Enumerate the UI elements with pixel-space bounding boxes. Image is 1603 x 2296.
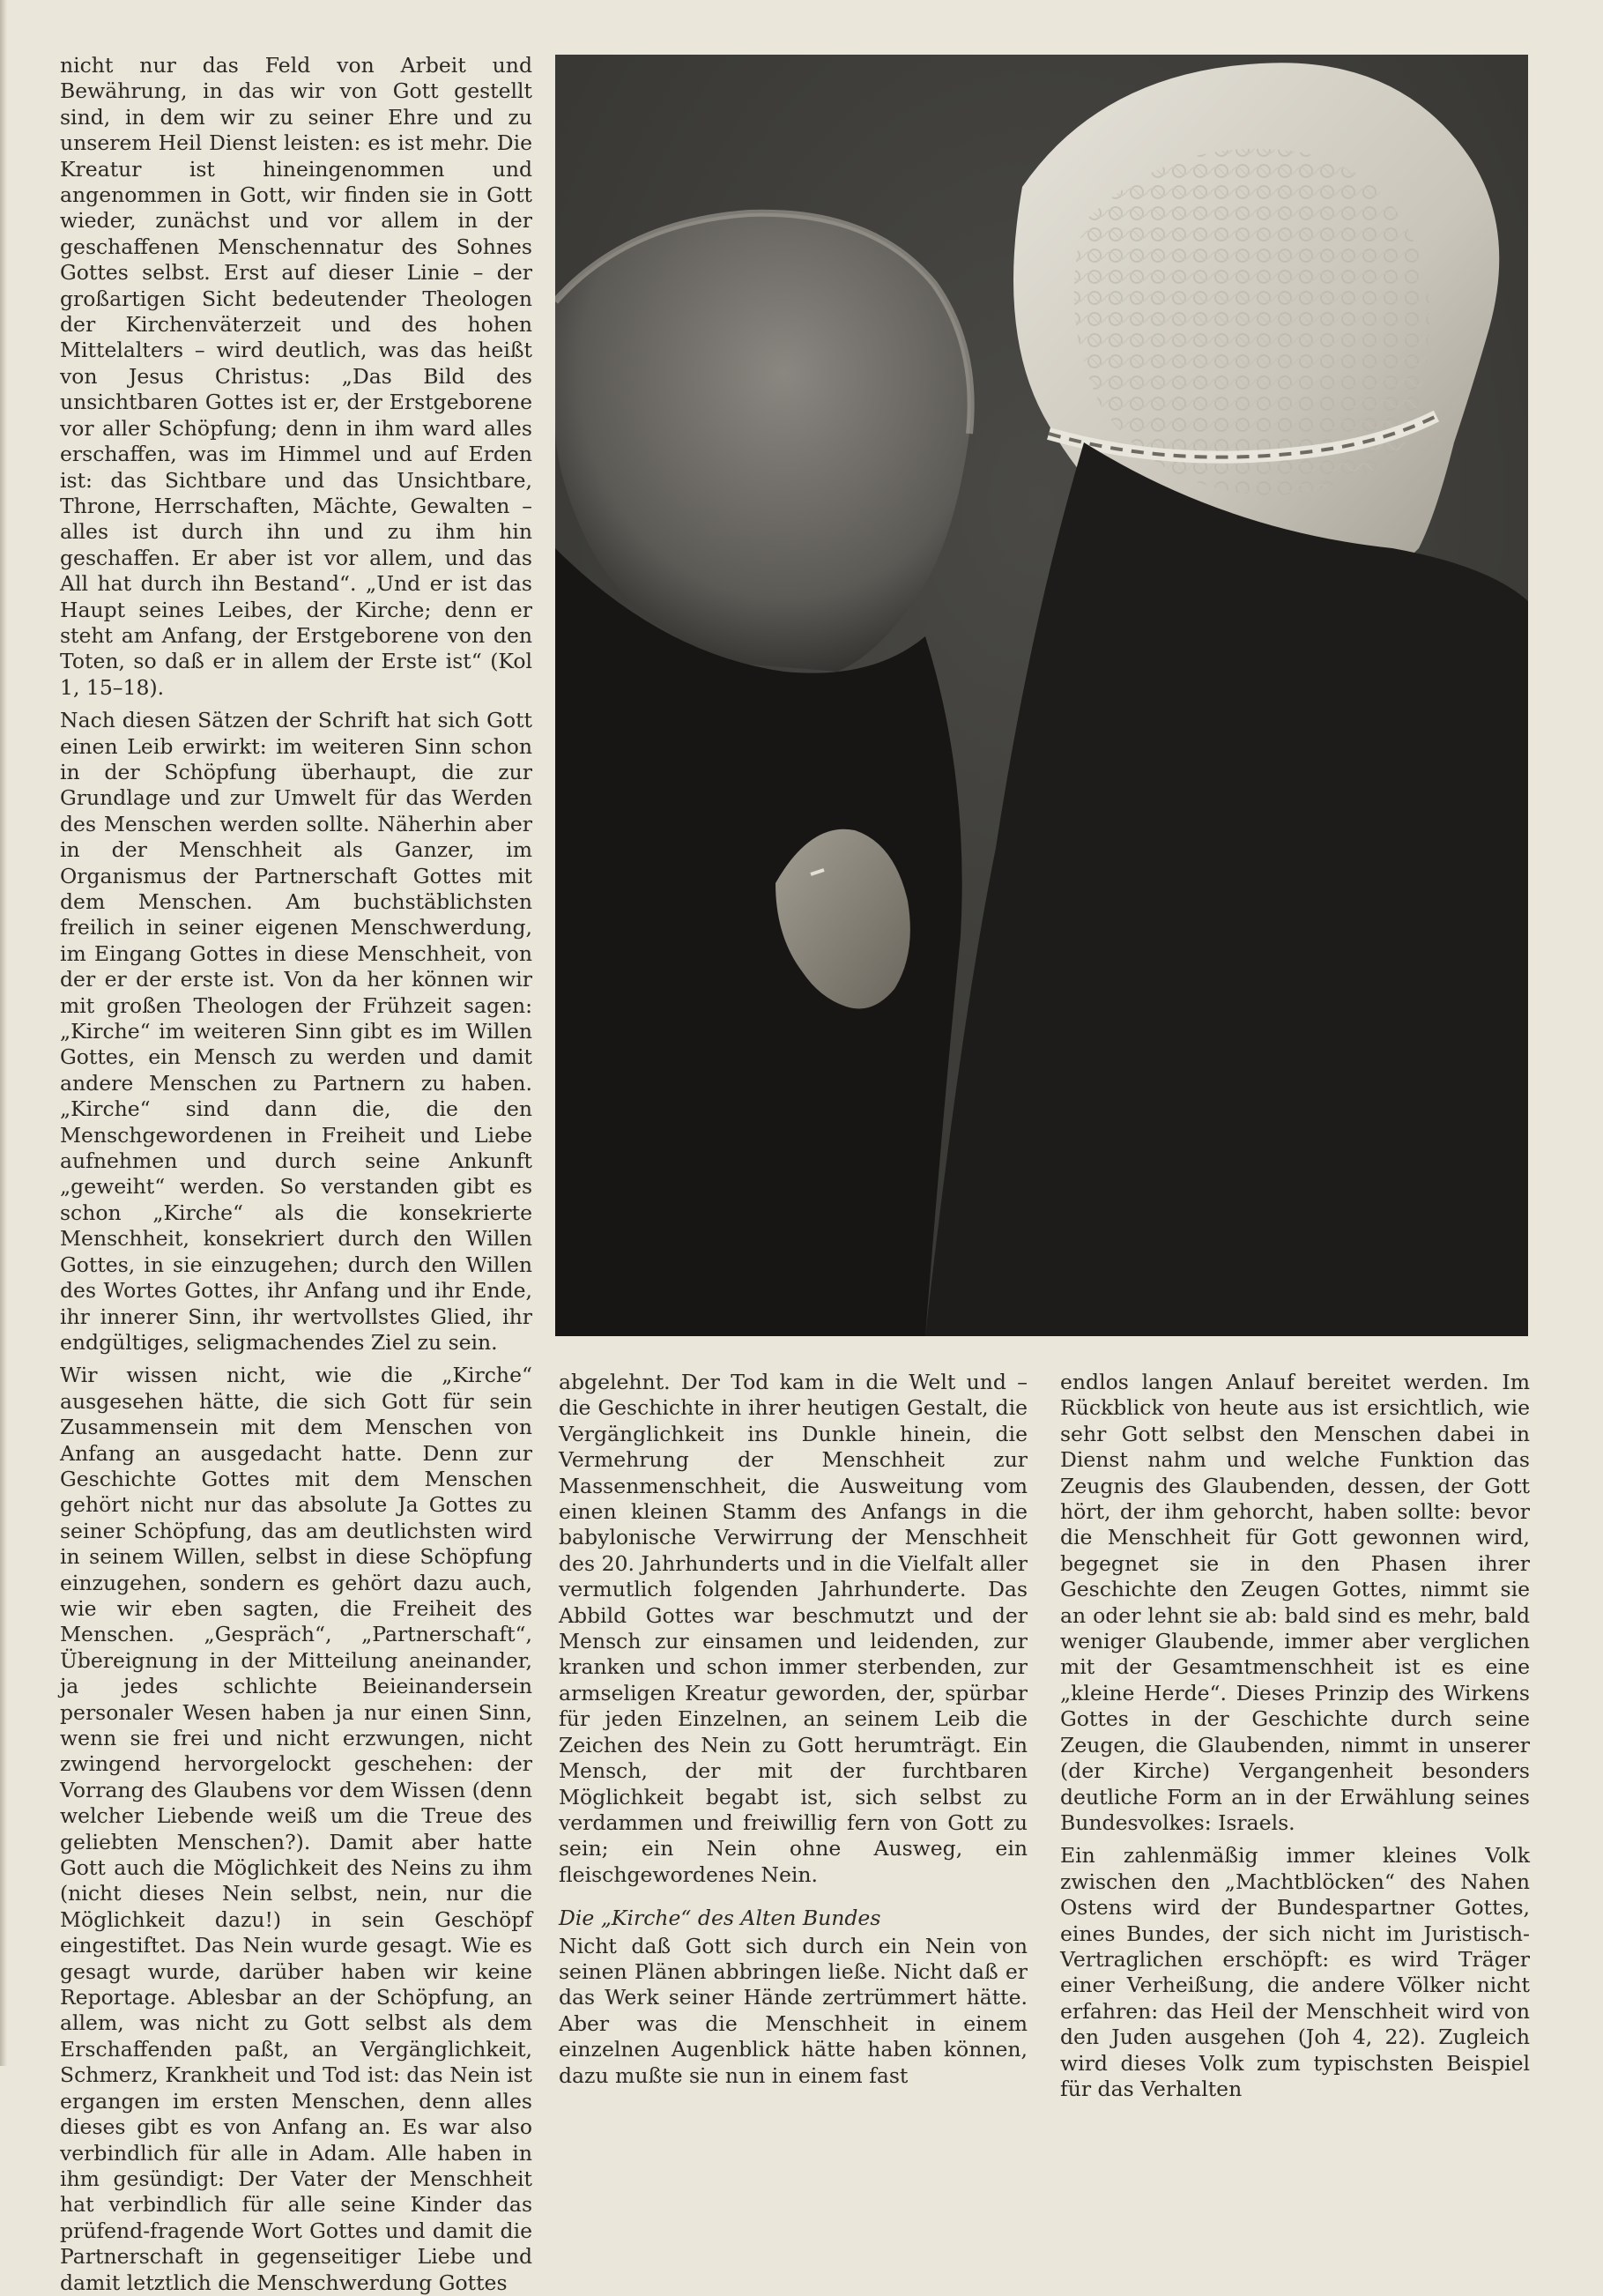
paragraph: endlos langen Anlauf bereitet werden. Im Rückblick von heute aus ist ersichtlich, wie sehr Gott selbst den Menschen dabei in Dienst nahm und welche Funktion das Zeugnis des Glaubenden, dessen, der Gott hört, der ihm gehorcht, haben sollte: bevor die Menschheit für Gott gewonnen wird, begegnet sie in den Phasen ihrer Geschichte den Zeugen Gottes, nimmt sie an oder lehnt sie ab: bald sind es mehr, bald weniger Glaubende, immer aber verglichen mit der Gesamtmenschheit ist es eine „kleine Herde“. Dieses Prinzip des Wirkens Gottes in der Geschichte durch seine Zeugen, die Glaubenden, nimmt in unserer (der Kirche) Vergangenheit besonders deutliche Form an in der Erwählung seines Bundesvolkes: Israels. <box>1060 1370 1530 1835</box>
black-and-white-photo <box>555 55 1528 1336</box>
paragraph: nicht nur das Feld von Arbeit und Bewährung, in das wir von Gott gestellt sind, in dem wir zu seiner Ehre und zu unserem Heil Dienst leisten: es ist mehr. Die Kreatur ist hineingenommen und angenommen in Gott, wir finden sie in Gott wieder, zunächst und vor allem in der geschaffenen Menschennatur des Sohnes Gottes selbst. Erst auf dieser Linie – der großartigen Sicht bedeutender Theologen der Kirchenväterzeit und des hohen Mittelalters – wird deutlich, was das heißt von Jesus Christus: „Das Bild des unsichtbaren Gottes ist er, der Erstgeborene vor aller Schöpfung; denn in ihm ward alles erschaffen, was im Himmel und auf Erden ist: das Sichtbare und das Unsichtbare, Throne, Herrschaften, Mächte, Gewalten – alles ist durch ihn und zu ihm hin geschaffen. Er aber ist vor allem, und das All hat durch ihn Bestand“. „Und er ist das Haupt seines Leibes, der Kirche; denn er steht am Anfang, der Erstgeborene von den Toten, so daß er in allem der Erste ist“ (Kol 1, 15–18). <box>60 53 532 700</box>
section-heading: Die „Kirche“ des Alten Bundes <box>559 1906 881 1931</box>
paragraph: Wir wissen nicht, wie die „Kirche“ ausgesehen hätte, die sich Gott für sein Zusammensein mit dem Menschen von Anfang an ausgedacht hatte. Denn zur Geschichte Gottes mit dem Menschen gehört nicht nur das absolute Ja Gottes zu seiner Schöpfung, das am deutlichsten wird in seinem Willen, selbst in diese Schöpfung einzugehen, sondern es gehört dazu auch, wie wir eben sagten, die Freiheit des Menschen. „Gespräch“, „Partnerschaft“, Übereignung in der Mitteilung aneinander, ja jedes schlichte Beieinandersein personaler Wesen haben ja nur einen Sinn, wenn sie frei und nicht erzwungen, nicht zwingend hervorgelockt geschehen: der Vorrang des Glaubens vor dem Wissen (denn welcher Liebende weiß um die Treue des geliebten Menschen?). Damit aber hatte Gott auch die Möglichkeit des Neins zu ihm (nicht dieses Nein selbst, nein, nur die Möglichkeit dazu!) in sein Geschöpf eingestiftet. Das Nein wurde gesagt. Wie es gesagt wurde, darüber haben wir keine Reportage. Ablesbar an der Schöpfung, an allem, was nicht zu Gott selbst als dem Erschaffenden paßt, an Vergänglichkeit, Schmerz, Krankheit und Tod ist: das Nein ist ergangen im ersten Menschen, denn alles dieses gibt es von Anfang an. Es war also verbindlich für alle in Adam. Alle haben in ihm gesündigt: Der Vater der Menschheit hat verbindlich für alle seine Kinder das prüfend-fragende Wort Gottes und damit die Partnerschaft in gegenseitiger Liebe und damit letztlich die Menschwerdung Gottes <box>60 1363 532 2295</box>
photo-two-figures-embracing-icon <box>555 55 1528 1336</box>
middle-text-column <box>559 1370 1028 2089</box>
right-text-column <box>1060 1370 1530 2102</box>
paragraph: Nicht daß Gott sich durch ein Nein von seinen Plänen abbringen ließe. Nicht daß er das Werk seiner Hände zertrümmert hätte. Aber was die Menschheit in einem einzelnen Augenblick hätte haben können, dazu mußte sie nun in einem fast <box>559 1933 1028 2088</box>
paragraph: abgelehnt. Der Tod kam in die Welt und – die Geschichte in ihrer heutigen Gestalt, die Vergänglichkeit ins Dunkle hinein, die Vermehrung der Menschheit zur Massenmenschheit, die Ausweitung vom einen kleinen Stamm des Anfangs in die babylonische Verwirrung der Menschheit des 20. Jahrhunderts und in die Vielfalt aller vermutlich folgenden Jahrhunderte. Das Abbild Gottes war beschmutzt und der Mensch zur einsamen und leidenden, zur kranken und schon immer sterbenden, zur armseligen Kreatur geworden, der, spürbar für jeden Einzelnen, an seinem Leib die Zeichen des Nein zu Gott herumträgt. Ein Mensch, der mit der furchtbaren Möglichkeit begabt ist, sich selbst zu verdammen und freiwillig fern von Gott zu sein; ein Nein ohne Ausweg, ein fleischgewordenes Nein. <box>559 1370 1028 1887</box>
paragraph: Ein zahlenmäßig immer kleines Volk zwischen den „Machtblöcken“ des Nahen Ostens wird der Bundespartner Gottes, eines Bundes, der sich nicht im Juristisch-Vertraglichen erschöpft: es wird Träger einer Verheißung, die andere Völker nicht erfahren: das Heil der Menschheit wird von den Juden ausgehen (Joh 4, 22). Zugleich wird dieses Volk zum typischsten Beispiel für das Verhalten <box>1060 1843 1530 2101</box>
paragraph: Nach diesen Sätzen der Schrift hat sich Gott einen Leib erwirkt: im weiteren Sinn schon in der Schöpfung überhaupt, die zur Grundlage und zur Umwelt für das Werden des Menschen werden sollte. Näherhin aber in der Menschheit als Ganzer, im Organismus der Partnerschaft Gottes mit dem Menschen. Am buchstäblichsten freilich in seiner eigenen Menschwerdung, im Eingang Gottes in diese Menschheit, von der er der erste ist. Von da her können wir mit großen Theologen der Frühzeit sagen: „Kirche“ im weiteren Sinn gibt es im Willen Gottes, ein Mensch zu werden und damit andere Menschen zu Partnern zu haben. „Kirche“ sind dann die, die den Menschgewordenen in Freiheit und Liebe aufnehmen und durch seine Ankunft „geweiht“ werden. So verstanden gibt es schon „Kirche“ als die konsekrierte Menschheit, konsekriert durch den Willen Gottes, in sie einzugehen; durch den Willen des Wortes Gottes, ihr Anfang und ihr Ende, ihr innerer Sinn, ihr wertvollstes Glied, ihr endgültiges, seligmachendes Ziel zu sein. <box>60 708 532 1355</box>
page-fold-shadow <box>0 0 7 2066</box>
left-text-column <box>60 53 532 2296</box>
